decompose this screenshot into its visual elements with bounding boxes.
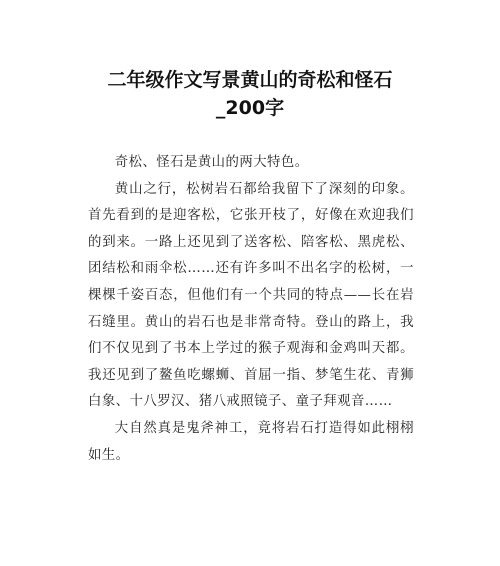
paragraph-intro: 奇松、怪石是黄山的两大特色。 [114,155,309,170]
document-title: 二年级作文写景黄山的奇松和怪石_200字 [107,69,393,119]
paragraph-conclusion: 大自然真是鬼斧神工，竟将岩石打造得如此栩栩如生。 [88,420,414,463]
document-body [88,150,414,469]
paragraph-main: 黄山之行，松树岩石都给我留下了深刻的印象。首先看到的是迎客松，它张开枝了，好像在欢迎我们的到来。一路上还见到了送客松、陪客松、黑虎松、团结松和雨伞松……还有许多叫不出名字的松树，一棵棵千姿百态，但他们有一个共同的特点——长在岩石缝里。黄山的岩石也是非常奇特。登山的路上，我们不仅见到了书本上学过的猴子观海和金鸡叫天都。我还见到了鳌鱼吃螺蛳、首屈一指、梦笔生花、青狮白象、十八罗汉、猪八戒照镜子、童子拜观音…… [88,181,414,410]
